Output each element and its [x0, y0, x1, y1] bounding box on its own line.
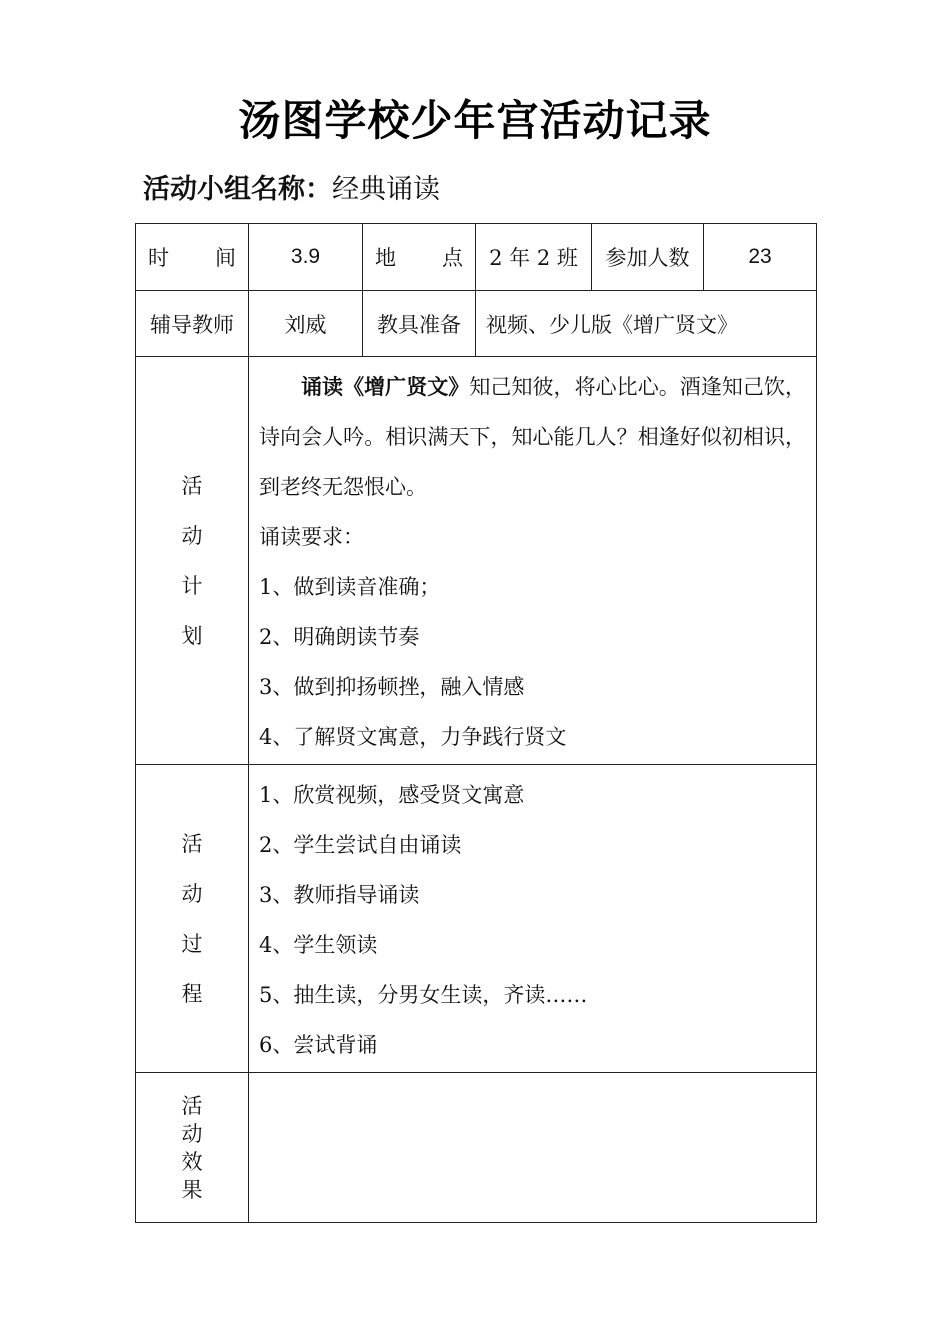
- effect-label: [136, 1073, 249, 1223]
- plan-requirements-title: 诵读要求：: [259, 525, 364, 549]
- plan-requirement-item: 1、做到读音准确；: [259, 575, 441, 599]
- participant-count-label: 参加人数: [592, 224, 704, 291]
- plan-label: [136, 357, 249, 765]
- effect-label-char: 动: [181, 1121, 203, 1146]
- process-step: 1、欣赏视频，感受贤文寓意: [259, 783, 525, 807]
- plan-intro-bold: 诵读《增广贤文》: [301, 375, 470, 399]
- place-label-char-2: 点: [442, 246, 463, 270]
- time-value: 3.9: [249, 224, 363, 291]
- activity-record-table: [135, 223, 817, 1223]
- process-step: 6、尝试背诵: [259, 1033, 378, 1057]
- tools-label: 教具准备: [363, 291, 476, 357]
- effect-label-char: 果: [181, 1177, 203, 1202]
- participant-count-value: 23: [704, 224, 817, 291]
- process-step: 4、学生领读: [259, 933, 378, 957]
- group-name-label: 活动小组名称：: [143, 174, 332, 205]
- row-teacher-tools: [136, 291, 817, 357]
- process-step: 2、学生尝试自由诵读: [259, 833, 462, 857]
- teacher-value: 刘威: [249, 291, 363, 357]
- row-time-place: [136, 224, 817, 291]
- plan-requirement-item: 4、了解贤文寓意，力争践行贤文: [259, 725, 567, 749]
- effect-label-char: 活: [181, 1093, 203, 1118]
- process-content: [249, 765, 817, 1073]
- effect-label-char: 效: [181, 1149, 203, 1174]
- process-step: 5、抽生读，分男女生读，齐读……: [259, 983, 588, 1007]
- process-label-char: 活: [181, 831, 203, 856]
- plan-intro: [259, 362, 806, 512]
- place-label-cell: [363, 224, 476, 291]
- row-activity-plan: [136, 357, 817, 765]
- process-label-char: 过: [181, 931, 203, 956]
- process-label-char: 程: [181, 981, 203, 1006]
- time-label-cell: [136, 224, 249, 291]
- plan-label-char: 动: [181, 523, 203, 548]
- group-name-line: [143, 170, 440, 210]
- place-value: 2 年 2 班: [476, 224, 592, 291]
- process-label: [136, 765, 249, 1073]
- plan-requirement-item: 3、做到抑扬顿挫，融入情感: [259, 675, 525, 699]
- row-activity-process: [136, 765, 817, 1073]
- document-title: 汤图学校少年宫活动记录: [238, 96, 712, 145]
- plan-intro-text: 知己知彼，将心比心。酒逢知己饮，诗向会人吟。相识满天下，知心能几人？相逢好似初相识，到老终无怨恨心。: [259, 375, 807, 499]
- plan-requirement-item: 2、明确朗读节奏: [259, 625, 420, 649]
- effect-content: [249, 1073, 817, 1223]
- row-activity-effect: [136, 1073, 817, 1223]
- plan-label-char: 活: [181, 473, 203, 498]
- process-step: 3、教师指导诵读: [259, 883, 420, 907]
- time-label-char-2: 间: [215, 246, 236, 270]
- time-label-char-1: 时: [148, 246, 169, 270]
- place-label-char-1: 地: [375, 246, 396, 270]
- teacher-label: 辅导教师: [136, 291, 249, 357]
- plan-label-char: 计: [181, 573, 203, 598]
- tools-value: 视频、少儿版《增广贤文》: [476, 291, 817, 357]
- plan-content: [249, 357, 817, 765]
- plan-label-char: 划: [181, 623, 203, 648]
- group-name-value: 经典诵读: [332, 174, 440, 205]
- process-label-char: 动: [181, 881, 203, 906]
